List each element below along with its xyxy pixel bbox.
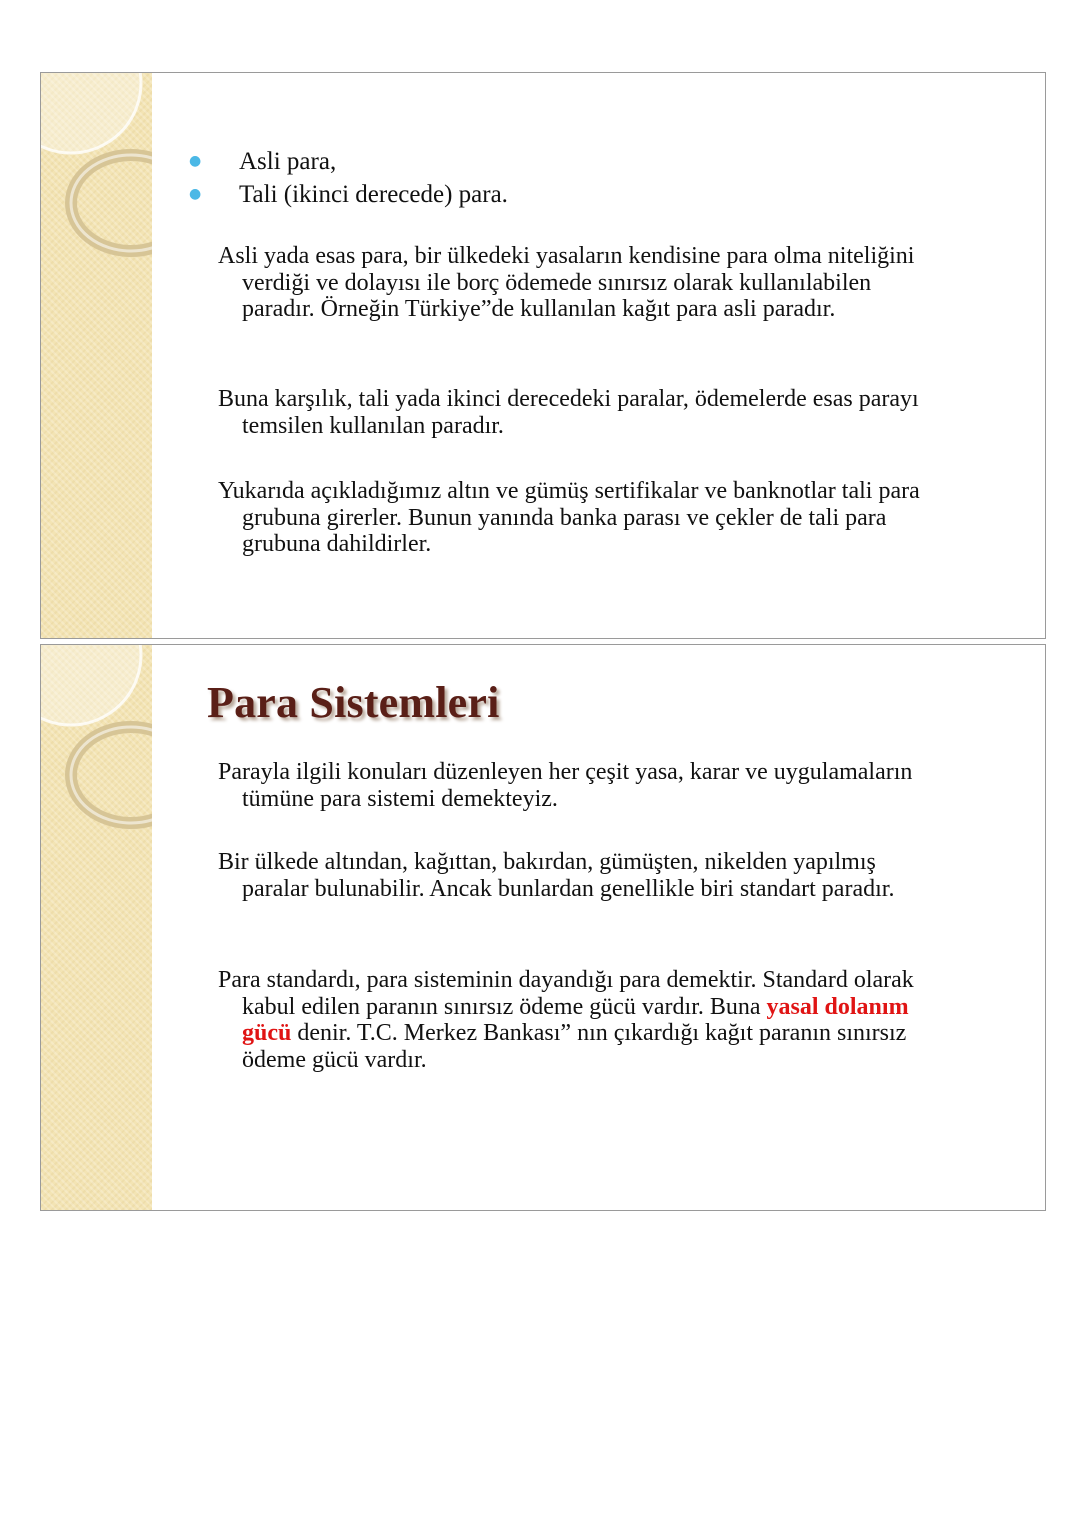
paragraph-asli-para: Asli yada esas para, bir ülkedeki yasaların kendisine para olma niteliğini verdiği ve dolayısı ile borç ödemede sınırsız olarak kullanılabilen paradır. Örneğin Türkiye”de kullanılan kağıt para asli paradır. xyxy=(218,243,915,322)
slide-2 xyxy=(40,644,1046,1211)
decorative-side-strip xyxy=(41,645,152,1210)
slide-1 xyxy=(40,72,1046,639)
bullet-text: Asli para, xyxy=(239,148,337,175)
decorative-rings-icon xyxy=(41,645,152,845)
bullet-dot-icon: ● xyxy=(189,153,202,169)
paragraph-sertifikalar: Yukarıda açıkladığımız altın ve gümüş sertifikalar ve banknotlar tali para grubuna girerler. Bunun yanında banka parası ve çekler de tali para grubuna dahildirler. xyxy=(218,478,920,557)
bullet-list xyxy=(181,145,508,211)
text-run: Para standardı, para sisteminin dayandığı para demektir. Standard olarak kabul edilen paranın sınırsız ödeme gücü vardır. Buna xyxy=(218,967,914,1020)
paragraph-para-sistemi: Parayla ilgili konuları düzenleyen her çeşit yasa, karar ve uygulamaların tümüne para sistemi demekteyiz. xyxy=(218,759,913,812)
paragraph-standart-para: Bir ülkede altından, kağıttan, bakırdan, gümüşten, nikelden yapılmış paralar bulunabilir. Ancak bunlardan genellikle biri standart paradır. xyxy=(218,849,895,902)
decorative-side-strip xyxy=(41,73,152,638)
bullet-dot-icon: ● xyxy=(189,186,202,202)
paragraph-tali-para: Buna karşılık, tali yada ikinci derecedeki paralar, ödemelerde esas parayı temsilen kullanılan paradır. xyxy=(218,386,919,439)
text-run: denir. T.C. Merkez Bankası” nın çıkardığı kağıt paranın sınırsız ödeme gücü vardır. xyxy=(242,1020,907,1073)
list-item xyxy=(181,145,508,178)
bullet-text: Tali (ikinci derecede) para. xyxy=(239,181,508,208)
slide-title: Para Sistemleri xyxy=(207,678,500,727)
paragraph-para-standardi xyxy=(218,967,922,1073)
list-item xyxy=(181,178,508,211)
highlight-term: yasal dolanım gücü xyxy=(242,993,909,1046)
decorative-rings-icon xyxy=(41,73,152,273)
